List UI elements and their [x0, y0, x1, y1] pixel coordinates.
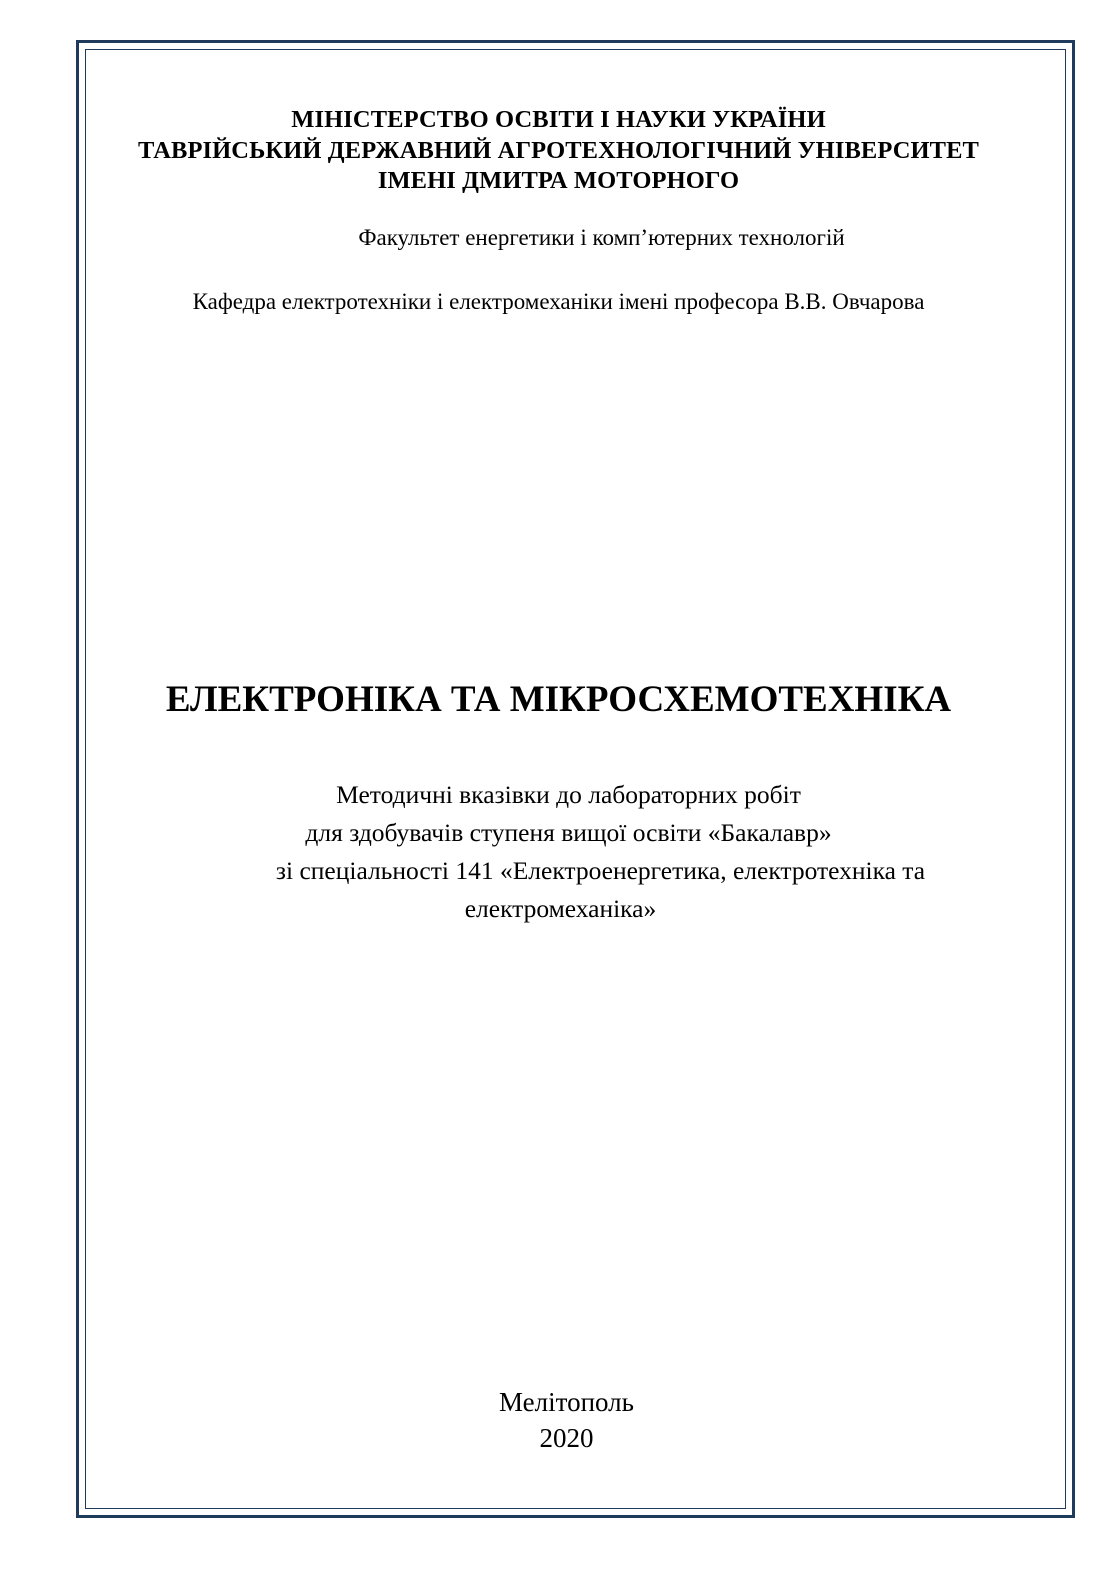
publication-city: Мелітополь [499, 1387, 634, 1417]
description-line: Методичні вказівки до лабораторних робіт [336, 780, 801, 809]
faculty-label: Факультет енергетики і комп’ютерних технологій [358, 225, 845, 250]
university-heading: ТАВРІЙСЬКИЙ ДЕРЖАВНИЙ АГРОТЕХНОЛОГІЧНИЙ УНІВЕРСИТЕТ [138, 137, 979, 164]
document-title: ЕЛЕКТРОНІКА ТА МІКРОСХЕМОТЕХНІКА [165, 679, 952, 720]
publication-year: 2020 [539, 1423, 594, 1453]
ministry-heading: МІНІСТЕРСТВО ОСВІТИ І НАУКИ УКРАЇНИ [291, 106, 826, 133]
university-name-heading: ІМЕНІ ДМИТРА МОТОРНОГО [377, 167, 740, 194]
department-label: Кафедра електротехніки і електромеханіки імені професора В.В. Овчарова [192, 289, 925, 314]
description-line: електромеханіка» [464, 894, 657, 923]
page-border-inner [85, 49, 1066, 1509]
description-line: для здобувачів ступеня вищої освіти «Бакалавр» [305, 818, 832, 847]
description-line: зі спеціальності 141 «Електроенергетика, електротехніка та [275, 856, 926, 885]
